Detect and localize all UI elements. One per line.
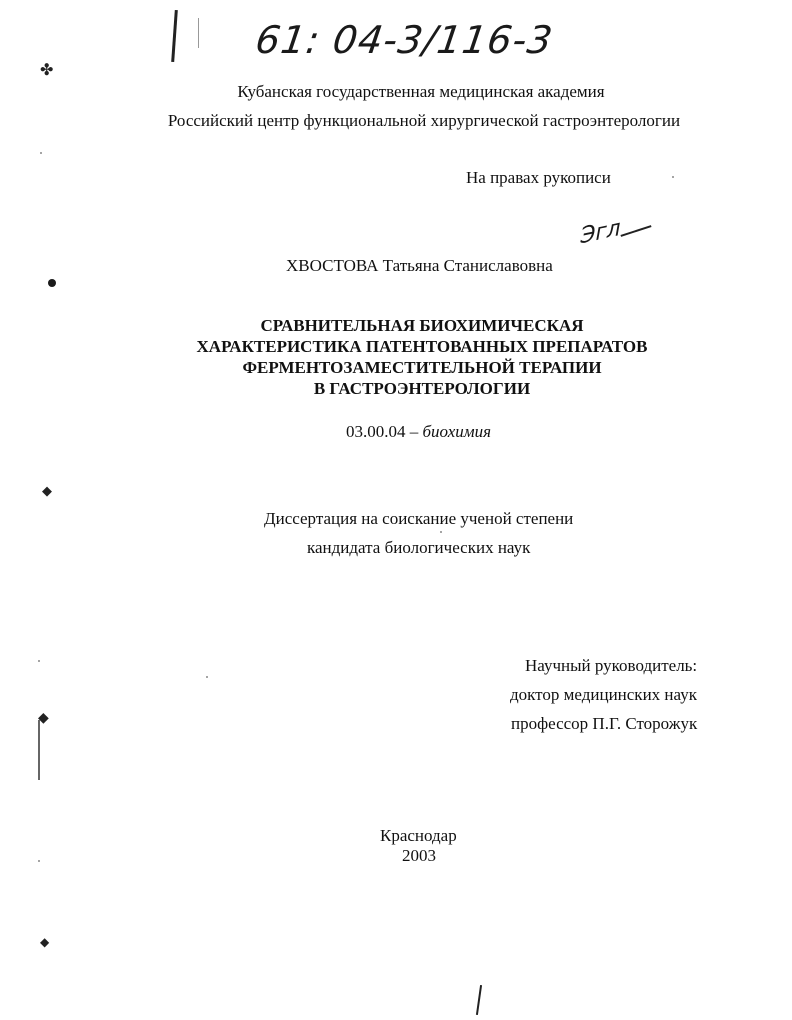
margin-stroke-top-faint [198,18,199,48]
speck [38,860,40,862]
title-line-4: В ГАСТРОЭНТЕРОЛОГИИ [313,379,531,398]
speck [440,531,442,533]
supervisor-degree: доктор медицинских наук [510,685,697,704]
margin-stroke-left [38,720,40,780]
title-line-3: ФЕРМЕНТОЗАМЕСТИТЕЛЬНОЙ ТЕРАПИИ [242,358,602,377]
punch-mark-3: ◆ [42,484,52,499]
speck [38,660,40,662]
speck [40,152,42,154]
title-line-1: СРАВНИТЕЛЬНАЯ БИОХИМИЧЕСКАЯ [260,316,584,335]
speck [206,676,208,678]
punch-mark-5: ◆ [40,935,50,949]
supervisor-label: Научный руководитель: [525,656,698,675]
rights-note: На правах рукописи [466,168,611,187]
margin-stroke-bottom [476,985,482,1015]
title-line-2: ХАРАКТЕРИСТИКА ПАТЕНТОВАННЫХ ПРЕПАРАТОВ [196,337,648,356]
punch-mark-1: ✤ [40,60,54,79]
signature: Эгл [580,215,621,250]
specialty-code: 03.00.04 – [346,422,419,441]
dissertation-line-1: Диссертация на соискание ученой степени [264,509,574,528]
signature-tail [620,225,651,237]
author-name: ХВОСТОВА Татьяна Станиславовна [286,256,553,275]
speck [672,176,674,178]
year: 2003 [402,846,436,865]
institution-center: Российский центр функциональной хирургической гастроэнтерологии [167,111,681,130]
institution-academy: Кубанская государственная медицинская академия [237,82,605,101]
place: Краснодар [380,826,457,845]
specialty [346,422,491,442]
dissertation-title [0,315,792,399]
punch-mark-4: ◆ [38,710,49,726]
supervisor-name: профессор П.Г. Сторожук [511,714,698,733]
dissertation-line-2: кандидата биологических наук [307,538,531,557]
margin-stroke-top [171,10,178,62]
specialty-name: биохимия [422,422,492,441]
archive-number: 61: 04-3/116-3 [252,18,556,62]
punch-mark-2 [48,279,56,287]
